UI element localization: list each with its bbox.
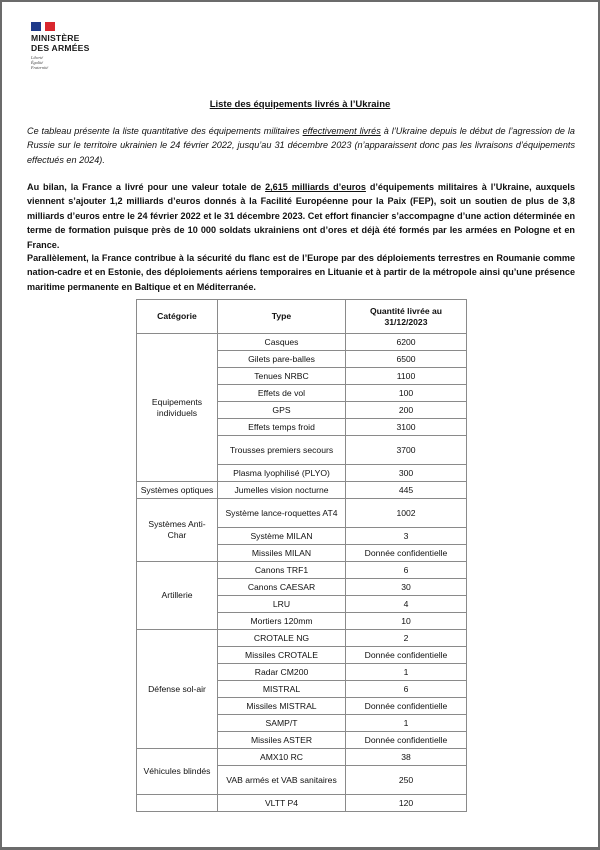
quantity-cell: 3700 (346, 436, 467, 465)
quantity-cell: 38 (346, 749, 467, 766)
type-cell: Plasma lyophilisé (PLYO) (218, 465, 346, 482)
quantity-cell: 100 (346, 385, 467, 402)
type-cell: Missiles MILAN (218, 545, 346, 562)
header-quantity: Quantité livrée au 31/12/2023 (346, 300, 467, 334)
category-cell: Systèmes Anti-Char (137, 499, 218, 562)
type-cell: AMX10 RC (218, 749, 346, 766)
type-cell: Missiles MISTRAL (218, 698, 346, 715)
ministry-name: MINISTÈRE DES ARMÉES (31, 33, 90, 53)
type-cell: VAB armés et VAB sanitaires (218, 766, 346, 795)
deployment-paragraph: Parallèlement, la France contribue à la sécurité du flanc est de l’Europe par des déploiements terrestres en Roumanie comme nation-cadre et en Estonie, des déploiements aériens temporaires en Lituanie et à partir de la métropole ainsi qu’une présence maritime permanente en Baltique et en Méditerranée. (27, 253, 575, 292)
type-cell: Missiles CROTALE (218, 647, 346, 664)
quantity-cell: 200 (346, 402, 467, 419)
type-cell: Jumelles vision nocturne (218, 482, 346, 499)
quantity-cell: 4 (346, 596, 467, 613)
category-cell: Artillerie (137, 562, 218, 630)
quantity-cell: 6500 (346, 351, 467, 368)
header-type: Type (218, 300, 346, 334)
type-cell: Canons TRF1 (218, 562, 346, 579)
table-row (137, 334, 467, 351)
type-cell: Radar CM200 (218, 664, 346, 681)
french-flag-icon (31, 22, 55, 31)
quantity-cell: 3100 (346, 419, 467, 436)
type-cell: GPS (218, 402, 346, 419)
type-cell: Casques (218, 334, 346, 351)
type-cell: Missiles ASTER (218, 732, 346, 749)
quantity-cell: 2 (346, 630, 467, 647)
type-cell: LRU (218, 596, 346, 613)
type-cell: Système lance-roquettes AT4 (218, 499, 346, 528)
type-cell: Trousses premiers secours (218, 436, 346, 465)
quantity-cell: Donnée confidentielle (346, 698, 467, 715)
quantity-cell: 1100 (346, 368, 467, 385)
quantity-cell: 6200 (346, 334, 467, 351)
table-row (137, 482, 467, 499)
type-cell: Effets de vol (218, 385, 346, 402)
table-row (137, 749, 467, 766)
type-cell: SAMP/T (218, 715, 346, 732)
quantity-cell: Donnée confidentielle (346, 545, 467, 562)
type-cell: Mortiers 120mm (218, 613, 346, 630)
table-row (137, 630, 467, 647)
document-title: Liste des équipements livrés à l’Ukraine (209, 99, 391, 110)
quantity-cell: 6 (346, 681, 467, 698)
table-row (137, 562, 467, 579)
quantity-cell: 300 (346, 465, 467, 482)
equipment-table (136, 299, 467, 812)
category-cell-empty (137, 795, 218, 812)
quantity-cell: 1002 (346, 499, 467, 528)
quantity-cell: 445 (346, 482, 467, 499)
summary-paragraph: Au bilan, la France a livré pour une valeur totale de 2,615 milliards d’euros d’équipements militaires à l’Ukraine, auxquels viennent s’ajouter 1,2 milliards d’euros donnés à la Facilité Européenne pour la Paix (FEP), soit un soutien de plus de 3,8 milliards d’euros entre le 24 février 2022 et le 31 décembre 2023. Cet effort financier s’accompagne d’une action déterminée en terme de formation puisque près de 10 000 soldats ukrainiens ont d’ores et déjà été formés par les armées en Pologne et en France. (27, 182, 575, 250)
type-cell: Gilets pare-balles (218, 351, 346, 368)
motto: Liberté Égalité Fraternité (31, 55, 49, 70)
category-cell: Défense sol-air (137, 630, 218, 749)
type-cell: Canons CAESAR (218, 579, 346, 596)
quantity-cell: 1 (346, 664, 467, 681)
intro-paragraph: Ce tableau présente la liste quantitative des équipements militaires effectivement livrés à l’Ukraine depuis le début de l’agression de la Russie sur le territoire ukrainien le 24 février 2022, jusqu’au 31 décembre 2023 (n’apparaissent donc pas les livraisons d’équipements effectués en 2024). (27, 126, 575, 165)
document-page (2, 2, 598, 847)
quantity-cell: Donnée confidentielle (346, 647, 467, 664)
quantity-cell: 3 (346, 528, 467, 545)
quantity-cell: 1 (346, 715, 467, 732)
type-cell: Effets temps froid (218, 419, 346, 436)
header-category: Catégorie (137, 300, 218, 334)
table-row (137, 795, 467, 812)
category-cell: Véhicules blindés (137, 749, 218, 795)
quantity-cell: 6 (346, 562, 467, 579)
table-row (137, 499, 467, 528)
quantity-cell: Donnée confidentielle (346, 732, 467, 749)
quantity-cell: 250 (346, 766, 467, 795)
type-cell: MISTRAL (218, 681, 346, 698)
ministry-logo (31, 22, 90, 70)
type-cell: Système MILAN (218, 528, 346, 545)
quantity-cell: 120 (346, 795, 467, 812)
quantity-cell: 10 (346, 613, 467, 630)
category-cell: Systèmes optiques (137, 482, 218, 499)
type-cell: Tenues NRBC (218, 368, 346, 385)
type-cell: CROTALE NG (218, 630, 346, 647)
table-header-row (137, 300, 467, 334)
category-cell: Equipements individuels (137, 334, 218, 482)
type-cell: VLTT P4 (218, 795, 346, 812)
quantity-cell: 30 (346, 579, 467, 596)
